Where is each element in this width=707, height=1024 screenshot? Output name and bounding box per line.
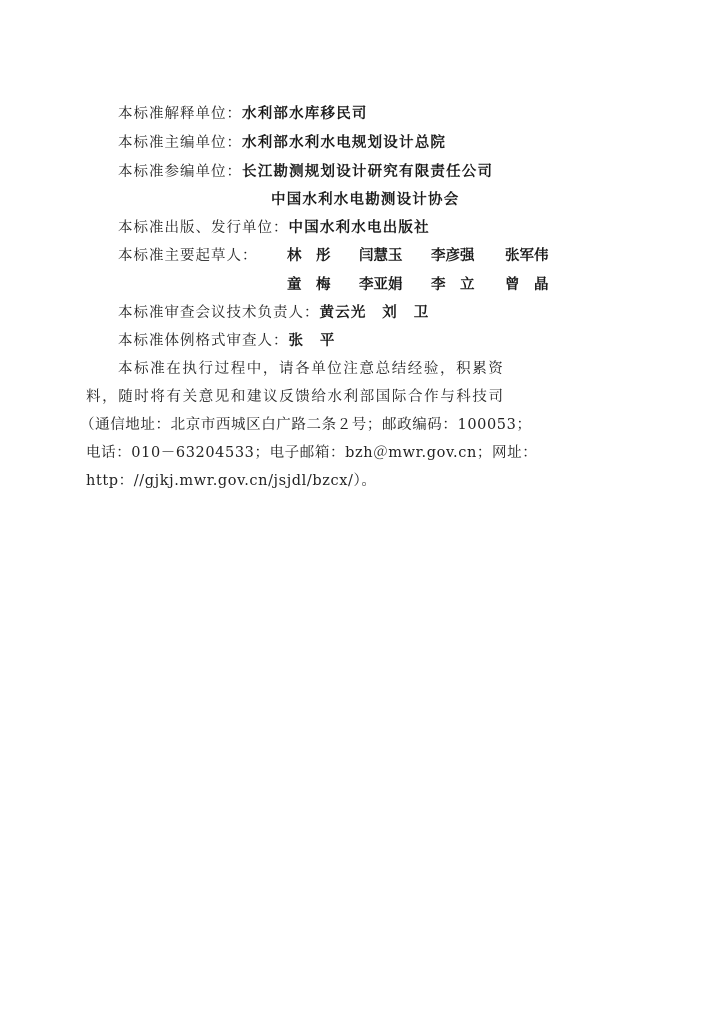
drafter-name: 张军伟 bbox=[505, 248, 549, 264]
credit-value: 中国水利水电勘测设计协会 bbox=[271, 192, 460, 208]
credit-interpreter bbox=[118, 105, 368, 123]
notice-line: http：//gjkj.mwr.gov.cn/jsjdl/bzcx/）。 bbox=[86, 473, 377, 489]
credit-label: 本标准主编单位： bbox=[118, 135, 242, 151]
credit-drafters bbox=[118, 247, 258, 265]
credit-review-chief bbox=[118, 304, 429, 322]
notice-line: 本标准在执行过程中，请各单位注意总结经验，积累资 bbox=[118, 361, 505, 377]
credit-participants-cont bbox=[271, 191, 459, 209]
drafter-name: 李彦强 bbox=[431, 248, 475, 264]
credit-value: 水利部水库移民司 bbox=[242, 106, 368, 122]
credit-value: 水利部水利水电规划设计总院 bbox=[242, 135, 447, 151]
credit-chief-editor bbox=[118, 134, 446, 152]
credit-label: 本标准解释单位： bbox=[118, 106, 242, 122]
drafter-name: 童 梅 bbox=[287, 277, 331, 293]
credit-value: 中国水利水电出版社 bbox=[288, 220, 430, 236]
notice-line: 电话：010－63204533；电子邮箱：bzh＠mwr.gov.cn；网址： bbox=[86, 445, 538, 461]
credit-value: 长江勘测规划设计研究有限责任公司 bbox=[242, 164, 494, 180]
credit-value: 黄云光 刘 卫 bbox=[319, 305, 430, 321]
drafter-name: 李亚娟 bbox=[359, 277, 403, 293]
drafter-name: 林 彤 bbox=[287, 248, 331, 264]
credit-label: 本标准参编单位： bbox=[118, 164, 242, 180]
credit-label: 本标准出版、发行单位： bbox=[118, 220, 289, 236]
credit-format-reviewer bbox=[118, 332, 336, 350]
credit-label: 本标准主要起草人： bbox=[118, 248, 258, 264]
credit-publisher bbox=[118, 219, 430, 237]
credit-participants bbox=[118, 163, 493, 181]
credit-label: 本标准审查会议技术负责人： bbox=[118, 305, 320, 321]
notice-line: （通信地址：北京市西城区白广路二条２号；邮政编码：100053； bbox=[80, 417, 532, 433]
notice-line: 料，随时将有关意见和建议反馈给水利部国际合作与科技司 bbox=[86, 389, 505, 405]
drafter-name: 闫慧玉 bbox=[359, 248, 403, 264]
drafter-name: 曾 晶 bbox=[505, 277, 549, 293]
credit-label: 本标准体例格式审查人： bbox=[118, 333, 289, 349]
drafter-name: 李 立 bbox=[431, 277, 475, 293]
credit-value: 张 平 bbox=[288, 333, 336, 349]
